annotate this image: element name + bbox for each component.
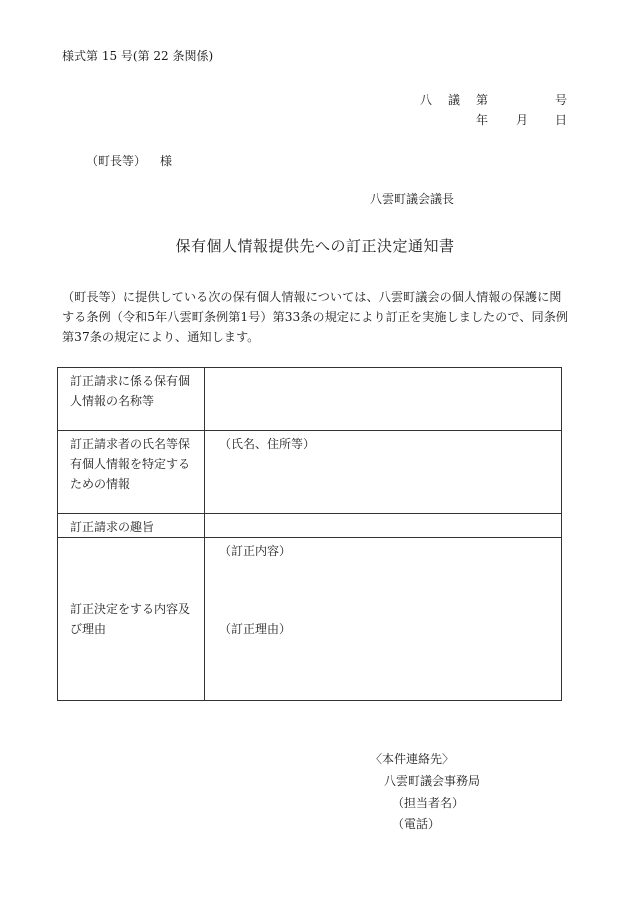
form-number: 様式第 15 号(第 22 条関係) (62, 49, 214, 63)
doc-number-suffix: 号 (555, 93, 568, 107)
date-month: 月 (516, 113, 529, 127)
recipient-name: （町長等） (86, 154, 147, 168)
info-table (57, 367, 562, 701)
row-identify-value: （氏名、住所等） (205, 431, 562, 514)
correction-reason-label: （訂正理由） (219, 622, 292, 636)
row-purpose-label: 訂正請求の趣旨 (58, 514, 205, 538)
contact-phone: （電話） (392, 817, 441, 831)
table-row (58, 431, 562, 514)
date-day: 日 (555, 113, 568, 127)
doc-number-prefix-2: 議 (448, 93, 461, 107)
sender: 八雲町議会議長 (370, 192, 455, 206)
doc-number-prefix-1: 八 (420, 93, 433, 107)
row-name-value (205, 368, 562, 431)
table-row (58, 368, 562, 431)
row-identify-label: 訂正請求者の氏名等保有個人情報を特定するための情報 (58, 431, 205, 514)
table-row (58, 514, 562, 538)
doc-number-prefix-3: 第 (476, 93, 489, 107)
row-decision-value (205, 538, 562, 701)
document-title: 保有個人情報提供先への訂正決定通知書 (175, 237, 455, 255)
row-purpose-value (205, 514, 562, 538)
body-paragraph: （町長等）に提供している次の保有個人情報については、八雲町議会の個人情報の保護に関する条例（令和5年八雲町条例第1号）第33条の規定により訂正を実施しましたので、同条例第37条の規定により、通知します。 (62, 290, 569, 344)
contact-heading: 〈本件連絡先〉 (370, 752, 455, 766)
contact-person: （担当者名） (392, 796, 465, 810)
row-decision-label: 訂正決定をする内容及び理由 (58, 538, 205, 701)
row-name-label: 訂正請求に係る保有個人情報の名称等 (58, 368, 205, 431)
table-row (58, 538, 562, 701)
contact-office: 八雲町議会事務局 (384, 774, 481, 788)
date-year: 年 (476, 113, 489, 127)
recipient-honorific: 様 (160, 154, 173, 168)
correction-content-label: （訂正内容） (219, 544, 292, 558)
